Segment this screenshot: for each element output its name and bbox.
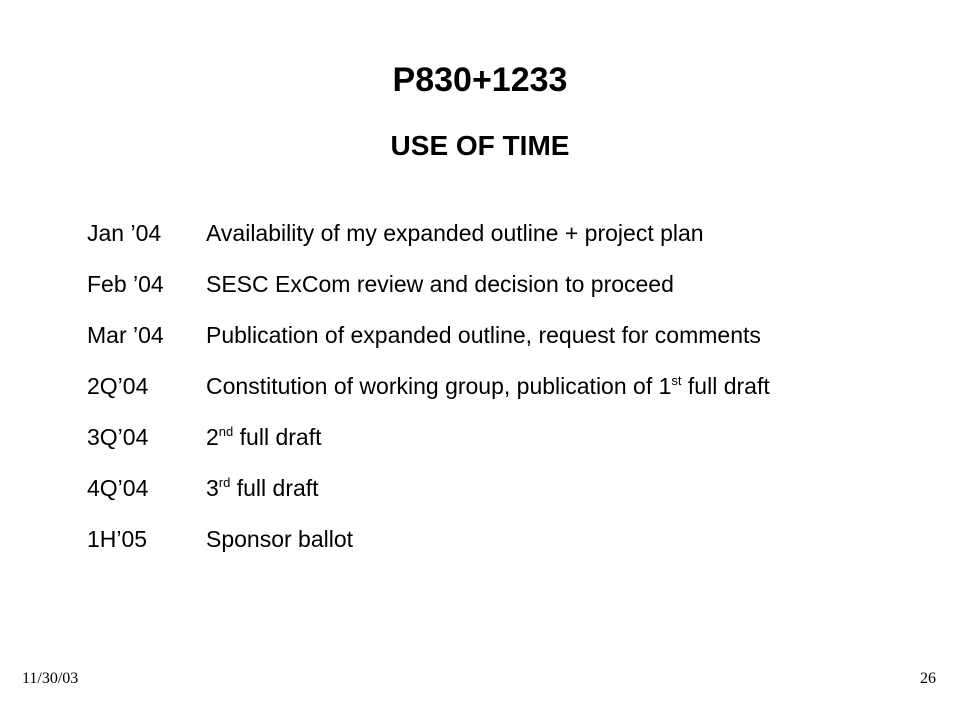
schedule-description <box>206 526 907 553</box>
schedule-period: 1H’05 <box>87 526 148 552</box>
schedule-period: Feb ’04 <box>87 271 164 297</box>
schedule-period: 4Q’04 <box>87 475 149 501</box>
schedule-description <box>206 271 907 298</box>
schedule-description <box>206 322 907 349</box>
schedule-period: Jan ’04 <box>87 220 162 246</box>
description-text: 3 <box>206 475 219 501</box>
schedule-period: 3Q’04 <box>87 424 149 450</box>
slide-subtitle: USE OF TIME <box>390 130 570 161</box>
description-text: full draft <box>681 373 770 399</box>
schedule-description <box>206 424 907 451</box>
footer-date: 11/30/03 <box>22 670 79 687</box>
schedule-row <box>87 463 907 514</box>
ordinal-suffix: nd <box>218 424 234 439</box>
schedule-row <box>87 310 907 361</box>
description-text: full draft <box>230 475 319 501</box>
schedule-row <box>87 361 907 412</box>
schedule-row <box>87 514 907 565</box>
schedule-description <box>206 475 907 502</box>
schedule-row <box>87 259 907 310</box>
schedule-list <box>87 208 907 565</box>
footer-page-number: 26 <box>920 670 936 687</box>
schedule-description <box>206 373 907 400</box>
schedule-period: 2Q’04 <box>87 373 149 399</box>
ordinal-suffix: st <box>671 373 682 388</box>
description-text: full draft <box>233 424 322 450</box>
ordinal-suffix: rd <box>218 475 231 490</box>
description-text: Constitution of working group, publication of 1 <box>206 373 672 399</box>
description-text: SESC ExCom review and decision to proceed <box>206 271 674 297</box>
description-text: Sponsor ballot <box>206 526 354 552</box>
schedule-period: Mar ’04 <box>87 322 164 348</box>
slide-title: P830+1233 <box>392 61 568 99</box>
description-text: 2 <box>206 424 219 450</box>
schedule-row <box>87 412 907 463</box>
description-text: Publication of expanded outline, request for comments <box>206 322 761 348</box>
schedule-description <box>206 220 907 247</box>
description-text: Availability of my expanded outline + project plan <box>206 220 704 246</box>
schedule-row <box>87 208 907 259</box>
